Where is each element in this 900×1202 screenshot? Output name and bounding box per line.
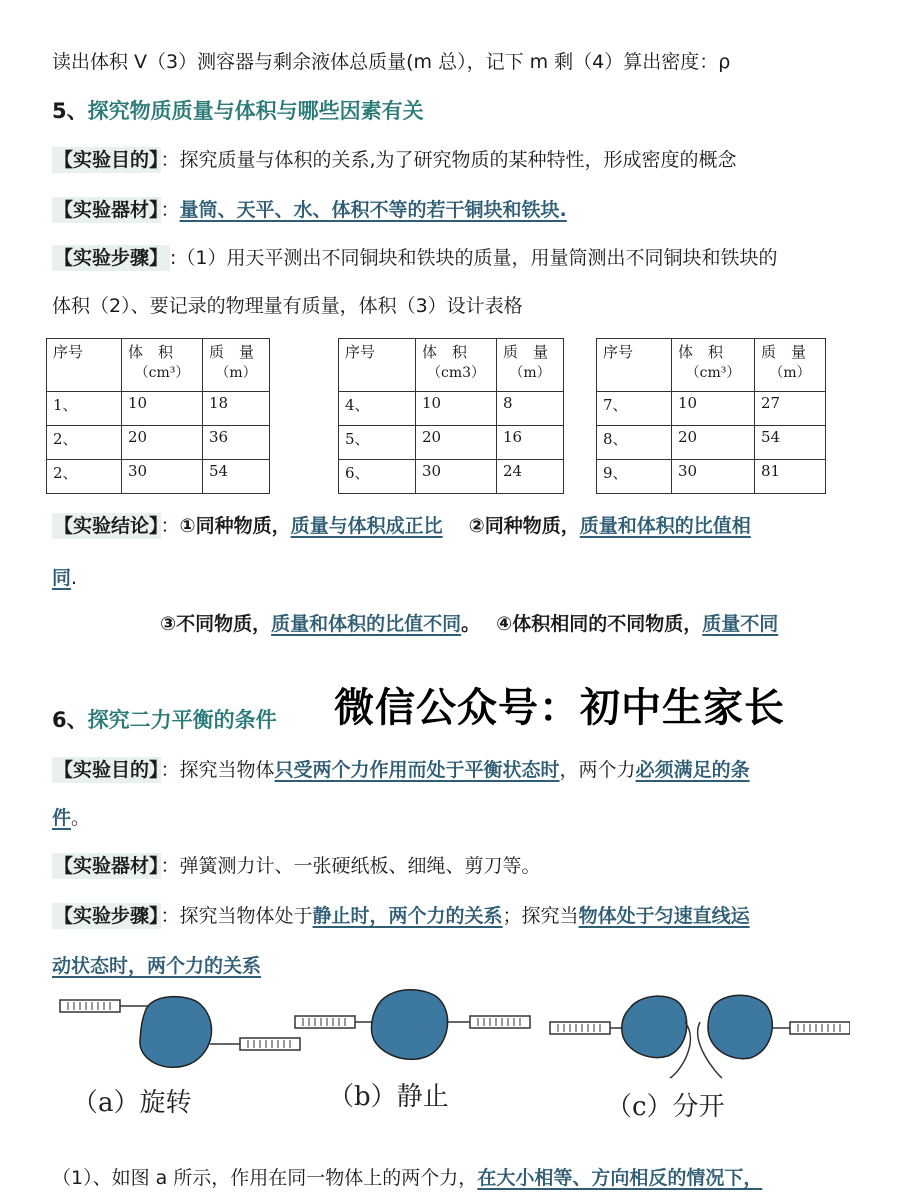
- caption-a: （a）旋转: [72, 1088, 192, 1118]
- materials-colon: ：: [160, 199, 180, 221]
- table-row: 1、 10 18: [47, 392, 270, 426]
- section-5-number: 5、: [52, 99, 88, 123]
- table-row: 2、 30 54: [47, 460, 270, 494]
- header-volume: 体 积 （cm³）: [672, 339, 755, 392]
- header-volume: 体 积 （cm3）: [416, 339, 497, 392]
- table-row: 8、 20 54: [597, 426, 826, 460]
- sec5-purpose: [52, 146, 737, 174]
- sec6-bottom-line: （1）、如图 a 所示，作用在同一物体上的两个力，在大小相等、方向相反的情况下，: [52, 1167, 763, 1189]
- data-table-3: [596, 338, 826, 494]
- data-table-1: [46, 338, 270, 494]
- header-mass: 质 量 （m）: [497, 339, 564, 392]
- sec5-conclusion-2: 同.: [52, 567, 78, 589]
- sec5-conclusion: 【实验结论】 ：①同种物质，质量与体积成正比 ②同种物质，质量和体积的比值相: [54, 515, 751, 537]
- data-table-2: [338, 338, 564, 494]
- conclusion-2: 质量和体积的比值相: [579, 515, 751, 537]
- table-row: 7、 10 27: [597, 392, 826, 426]
- header-number: 序号: [47, 339, 122, 392]
- sec5-conclusion-3: ③不同物质，质量和体积的比值不同。 ④体积相同的不同物质，质量不同: [160, 613, 779, 635]
- figure-c: [550, 995, 850, 1078]
- intro-line: 读出体积 V（3）测容器与剩余液体总质量(m 总），记下 m 剩（4）算出密度：ρ: [52, 51, 731, 73]
- sec5-steps: [52, 244, 778, 272]
- sec6-materials: 【实验器材】 ：弹簧测力计、一张硬纸板、细绳、剪刀等。: [54, 855, 541, 877]
- conclusion-1: 质量与体积成正比: [290, 515, 443, 537]
- conclusion-4: 质量不同: [702, 613, 779, 635]
- sec5-steps-2: 体积（2）、要记录的物理量有质量，体积（3）设计表格: [52, 295, 523, 317]
- header-mass: 质 量 （m）: [203, 339, 270, 392]
- conclusion-3: 质量和体积的比值不同: [271, 613, 462, 635]
- section-6-heading: 6、探究二力平衡的条件: [52, 708, 277, 732]
- sec6-purpose-2: 件。: [52, 807, 91, 829]
- force-diagram: [50, 982, 850, 1082]
- sec6-steps-2: 动状态时，两个力的关系: [52, 955, 262, 977]
- materials-tag: 【实验器材】: [54, 199, 159, 221]
- steps-text-1: :（1）用天平测出不同铜块和铁块的质量，用量筒测出不同铜块和铁块的: [170, 247, 778, 269]
- caption-b: （b）静止: [328, 1082, 449, 1112]
- purpose-text: ：探究质量与体积的关系,为了研究物质的某种特性，形成密度的概念: [160, 149, 737, 171]
- header-number: 序号: [597, 339, 672, 392]
- table-row: 9、 30 81: [597, 460, 826, 494]
- sec6-steps: 【实验步骤】 ：探究当物体处于静止时，两个力的关系；探究当物体处于匀速直线运: [54, 905, 750, 927]
- section-5-title: 探究物质质量与体积与哪些因素有关: [87, 99, 424, 123]
- caption-c: （c）分开: [606, 1092, 725, 1122]
- header-mass: 质 量 （m）: [755, 339, 826, 392]
- conclusion-tag: 【实验结论】: [54, 515, 159, 537]
- figure-b: [295, 990, 530, 1060]
- figure-a: [60, 997, 300, 1068]
- purpose-tag: 【实验目的】: [54, 149, 159, 171]
- watermark-text: 微信公众号：初中生家长: [334, 685, 785, 731]
- header-volume: 体 积 （cm³）: [122, 339, 203, 392]
- sec5-materials: [52, 196, 567, 224]
- table-row: 6、 30 24: [339, 460, 564, 494]
- table-row: 2、 20 36: [47, 426, 270, 460]
- materials-text: 量筒、天平、水、体积不等的若干铜块和铁块.: [179, 199, 567, 221]
- table-row: 4、 10 8: [339, 392, 564, 426]
- header-number: 序号: [339, 339, 416, 392]
- sec6-purpose: 【实验目的】 ：探究当物体只受两个力作用而处于平衡状态时，两个力必须满足的条: [54, 759, 750, 781]
- section-5-heading: [52, 97, 424, 125]
- steps-tag: 【实验步骤】: [54, 247, 169, 269]
- section-6-title: 探究二力平衡的条件: [87, 708, 277, 732]
- table-row: 5、 20 16: [339, 426, 564, 460]
